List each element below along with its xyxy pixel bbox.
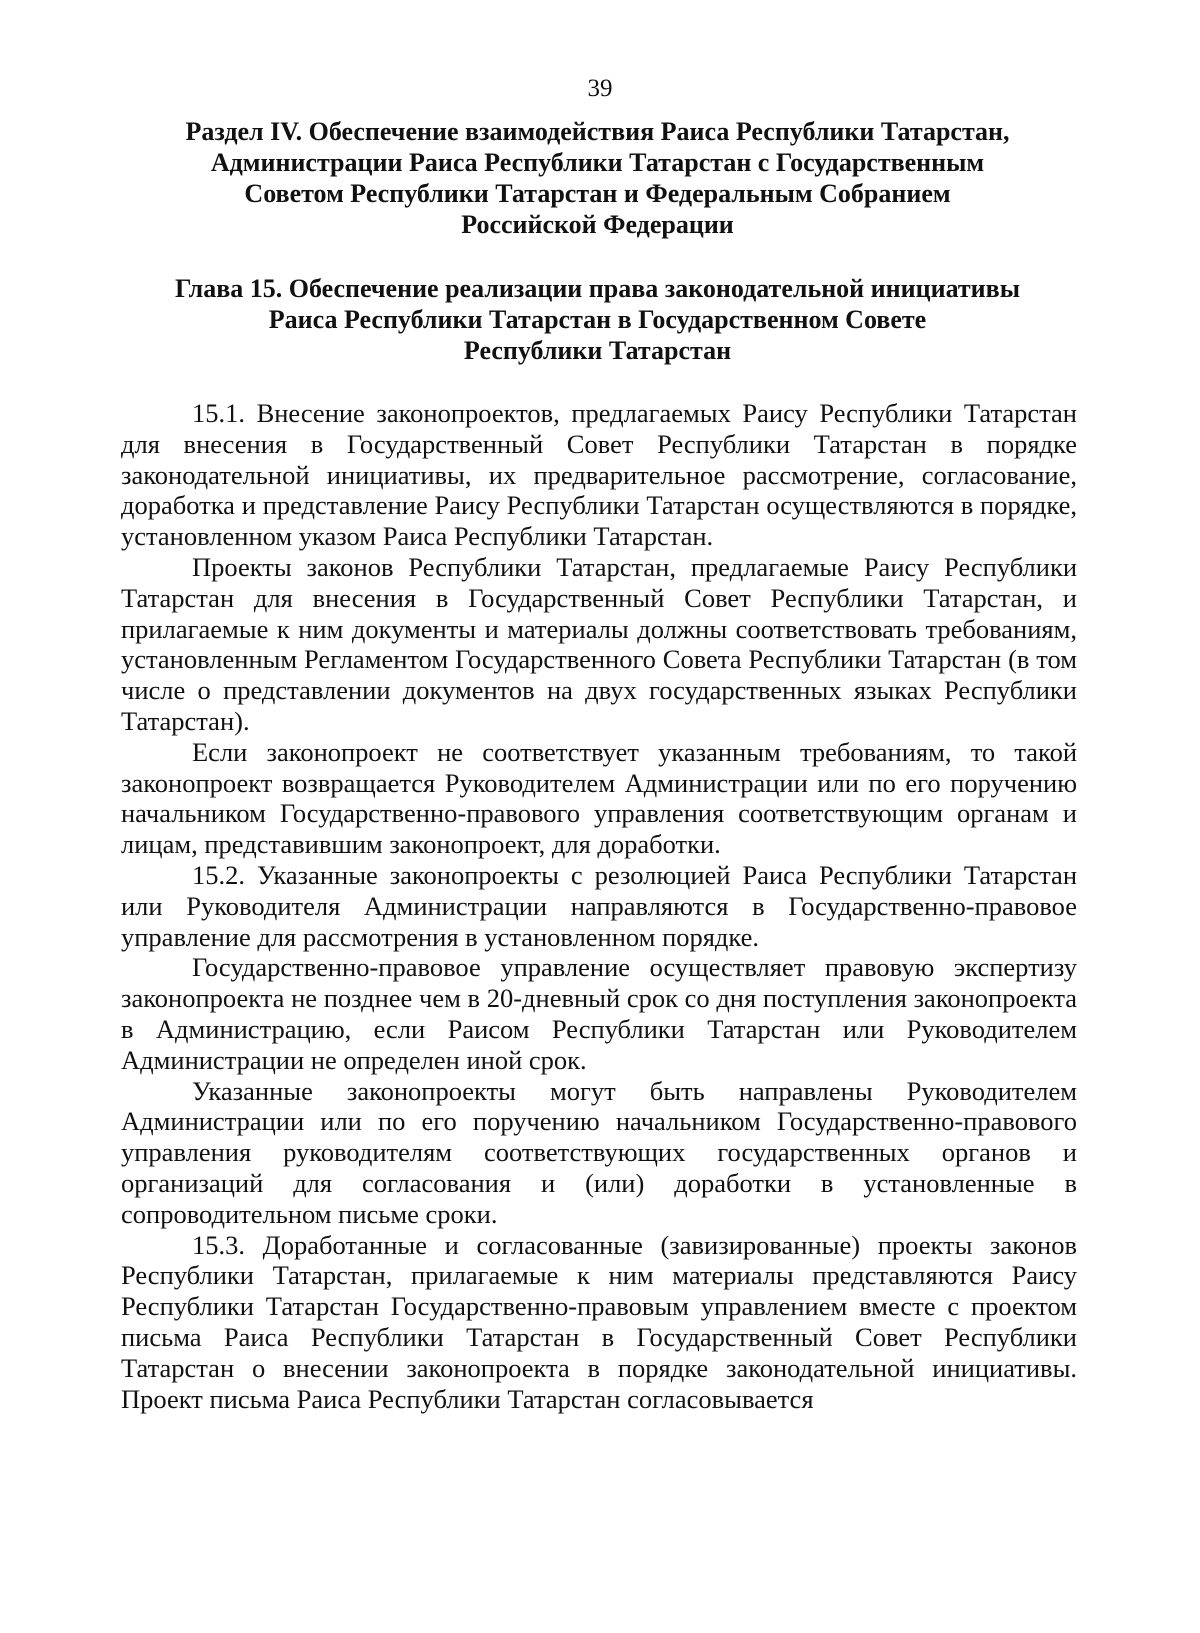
paragraph-15-2: 15.2. Указанные законопроекты с резолюцией Раиса Республики Татарстан или Руководителя Администрации направляются в Государственно-правовое управление для рассмотрения в установленном порядке. (121, 859, 1077, 952)
chapter-title (110, 273, 1085, 366)
document-body (121, 398, 1077, 1414)
section-title-line: Российской Федерации (461, 210, 734, 239)
page-number: 39 (587, 75, 613, 102)
section-title-line: Раздел IV. Обеспечение взаимодействия Раиса Республики Татарстан, (185, 117, 1010, 146)
chapter-title-line: Республики Татарстан (463, 336, 732, 365)
chapter-title-line: Глава 15. Обеспечение реализации права законодательной инициативы (175, 274, 1020, 303)
paragraph: Государственно-правовое управление осуществляет правовую экспертизу законопроекта не позднее чем в 20-дневный срок со дня поступления законопроекта в Администрацию, если Раисом Республики Татарстан или Руководителем Администрации не определен иной срок. (121, 952, 1077, 1075)
chapter-title-line: Раиса Республики Татарстан в Государственном Совете (268, 305, 927, 334)
section-title-line: Администрации Раиса Республики Татарстан с Государственным (210, 148, 985, 177)
paragraph-15-3: 15.3. Доработанные и согласованные (завизированные) проекты законов Республики Татарстан, прилагаемые к ним материалы представляются Раису Республики Татарстан Государственно-правовым управлением вместе с проектом письма Раиса Республики Татарстан в Государственный Совет Республики Татарстан о внесении законопроекта в порядке законодательной инициативы. Проект письма Раиса Республики Татарстан согласовывается (121, 1229, 1077, 1414)
section-title-line: Советом Республики Татарстан и Федеральным Собранием (244, 179, 951, 208)
paragraph-15-1: 15.1. Внесение законопроектов, предлагаемых Раису Республики Татарстан для внесения в Государственный Совет Республики Татарстан в порядке законодательной инициативы, их предварительное рассмотрение, согласование, доработка и представление Раису Республики Татарстан осуществляются в порядке, установленном указом Раиса Республики Татарстан. (121, 398, 1077, 552)
paragraph: Указанные законопроекты могут быть направлены Руководителем Администрации или по его поручению начальником Государственно-правового управления руководителям соответствующих государственных органов и организаций для согласования и (или) доработки в установленные в сопроводительном письме сроки. (121, 1075, 1077, 1229)
paragraph: Проекты законов Республики Татарстан, предлагаемые Раису Республики Татарстан для внесения в Государственный Совет Республики Татарстан, и прилагаемые к ним документы и материалы должны соответствовать требованиям, установленным Регламентом Государственного Совета Республики Татарстан (в том числе о представлении документов на двух государственных языках Республики Татарстан). (121, 551, 1077, 736)
paragraph: Если законопроект не соответствует указанным требованиям, то такой законопроект возвращается Руководителем Администрации или по его поручению начальником Государственно-правового управления соответствующим органам и лицам, представившим законопроект, для доработки. (121, 736, 1077, 860)
section-title (110, 116, 1085, 240)
